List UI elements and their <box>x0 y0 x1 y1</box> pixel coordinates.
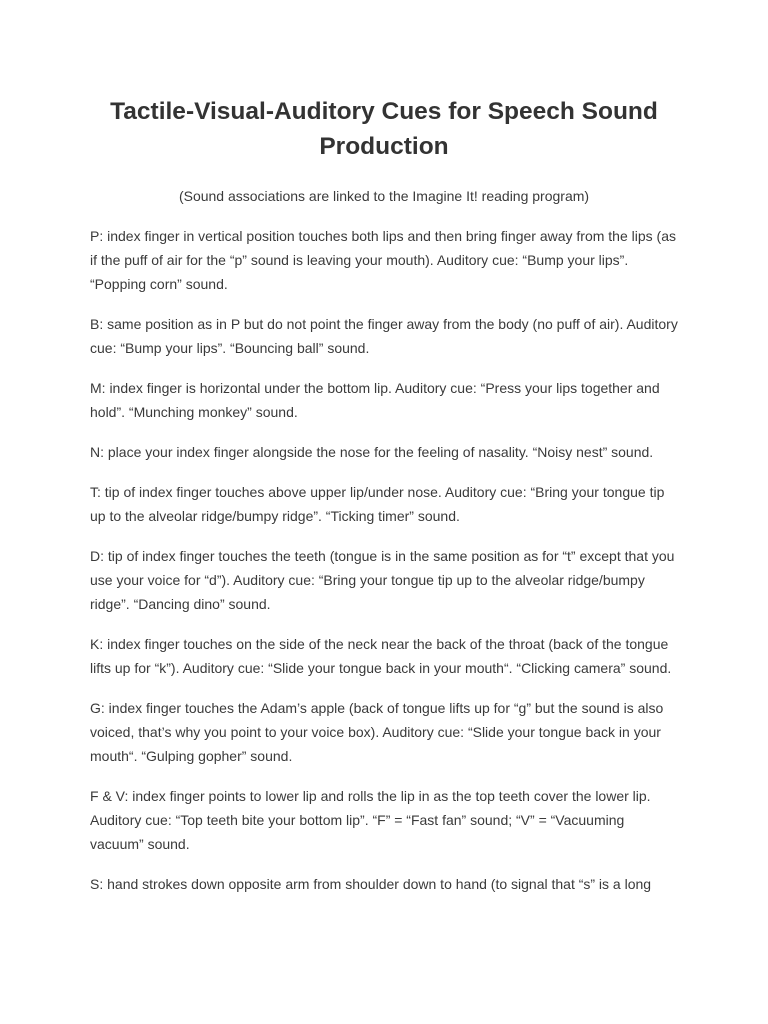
paragraph-s: S: hand strokes down opposite arm from shoulder down to hand (to signal that “s” is a long <box>90 876 652 892</box>
paragraph-k: K: index finger touches on the side of the neck near the back of the throat (back of the tongue lifts up for “k”). Auditory cue: “Slide your tongue back in your mouth“. “Clicking camera” sound. <box>90 636 672 676</box>
document-subtitle: (Sound associations are linked to the Imagine It! reading program) <box>178 188 590 204</box>
paragraph-b: B: same position as in P but do not point the finger away from the body (no puff of air). Auditory cue: “Bump your lips”. “Bouncing ball” sound. <box>90 316 678 356</box>
paragraph-m: M: index finger is horizontal under the bottom lip. Auditory cue: “Press your lips together and hold”. “Munching monkey” sound. <box>90 380 660 420</box>
document-title: Tactile-Visual-Auditory Cues for Speech Sound Production <box>110 98 658 160</box>
paragraph-f-v: F & V: index finger points to lower lip and rolls the lip in as the top teeth cover the lower lip. Auditory cue: “Top teeth bite your bottom lip”. “F” = “Fast fan” sound; “V” = “Vacuuming vacuum” sound. <box>90 788 651 852</box>
paragraph-t: T: tip of index finger touches above upper lip/under nose. Auditory cue: “Bring your tongue tip up to the alveolar ridge/bumpy ridge”. “Ticking timer” sound. <box>90 484 665 524</box>
paragraph-g: G: index finger touches the Adam’s apple (back of tongue lifts up for “g” but the sound is also voiced, that’s why you point to your voice box). Auditory cue: “Slide your tongue back in your mouth“. “Gulping gopher” sound. <box>90 700 664 764</box>
paragraph-d: D: tip of index finger touches the teeth (tongue is in the same position as for “t” except that you use your voice for “d”). Auditory cue: “Bring your tongue tip up to the alveolar ridge/bumpy ridge”. “Dancing dino” sound. <box>90 548 675 612</box>
paragraph-n: N: place your index finger alongside the nose for the feeling of nasality. “Noisy nest” sound. <box>90 444 654 460</box>
paragraph-p: P: index finger in vertical position touches both lips and then bring finger away from the lips (as if the puff of air for the “p” sound is leaving your mouth). Auditory cue: “Bump your lips”. “Popping corn” sound. <box>90 228 676 292</box>
